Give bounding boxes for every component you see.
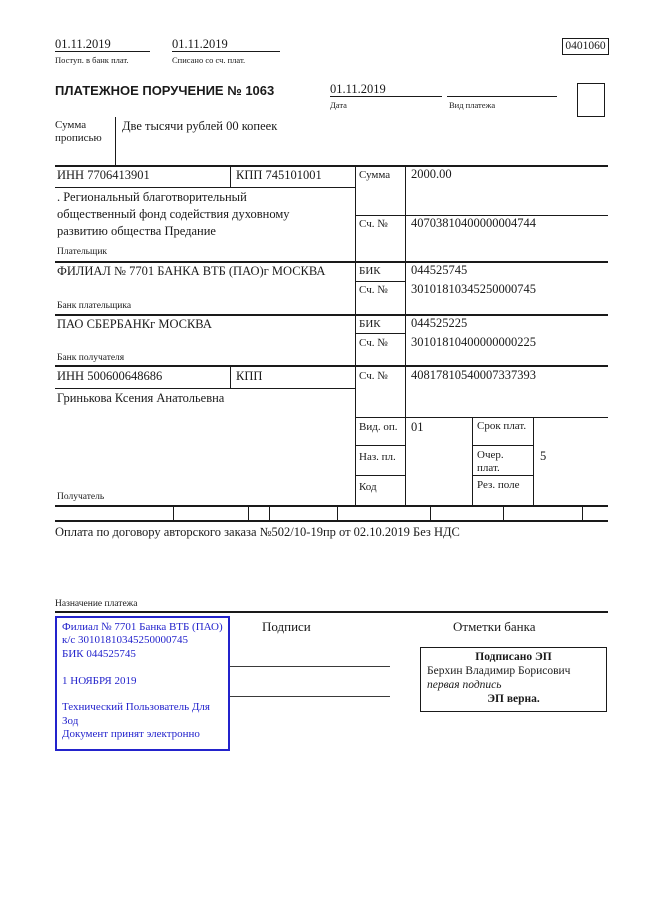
table-line — [355, 417, 608, 418]
table-line — [55, 520, 608, 522]
table-line — [472, 417, 473, 505]
stamp-line: к/с 30101810345250000745 — [62, 634, 189, 647]
table-line — [533, 417, 534, 505]
stamp-line: Филиал № 7701 Банка ВТБ (ПАО) — [62, 621, 223, 633]
table-line — [582, 505, 583, 520]
amount-value: 2000.00 — [411, 167, 452, 181]
signed-note: первая подпись — [427, 679, 502, 691]
payer-bank-section-label: Банк плательщика — [57, 301, 132, 311]
op-type-value: 01 — [411, 420, 424, 434]
amount-words-value: Две тысячи рублей 00 копеек — [122, 119, 278, 133]
table-line — [503, 505, 504, 520]
document-date: 01.11.2019 — [330, 82, 386, 96]
table-line — [55, 505, 608, 507]
table-line — [355, 333, 405, 334]
signature-line — [230, 666, 390, 667]
purpose-text: Оплата по договору авторского заказа №502/10-19пр от 02.10.2019 Без НДС — [55, 525, 460, 539]
payment-type-label: Вид платежа — [449, 100, 496, 110]
received-date-underline — [55, 51, 150, 52]
table-line — [269, 505, 270, 520]
payee-bank-name: ПАО СБЕРБАНКг МОСКВА — [57, 317, 212, 331]
op-code-label: Код — [359, 481, 377, 493]
form-code: 0401060 — [565, 40, 606, 52]
payer-inn: ИНН 7706413901 — [57, 168, 150, 182]
table-line — [55, 388, 355, 389]
received-date-label: Поступ. в банк плат. — [55, 55, 129, 65]
payee-bank-section-label: Банк получателя — [57, 353, 125, 363]
payee-account: 40817810540007337393 — [411, 368, 536, 382]
table-line — [173, 505, 174, 520]
payee-kpp-label: КПП — [236, 369, 263, 383]
op-priority-value: 5 — [540, 449, 547, 463]
payment-type-underline — [447, 96, 557, 97]
received-date: 01.11.2019 — [55, 37, 111, 51]
debited-date-label: Списано со сч. плат. — [172, 55, 246, 65]
form-code-box — [562, 38, 609, 55]
stamp-line: Технический Пользователь Для Зод — [62, 701, 210, 727]
date-label: Дата — [330, 100, 347, 110]
signed-valid: ЭП верна. — [487, 693, 540, 705]
payee-bank-account-label: Сч. № — [359, 337, 388, 349]
payer-section-label: Плательщик — [57, 247, 108, 257]
table-line — [230, 365, 231, 388]
table-line — [230, 165, 231, 187]
table-line — [430, 505, 431, 520]
op-priority-label: Очер. плат. — [477, 449, 504, 474]
table-line — [405, 165, 406, 505]
payer-bank-account-label: Сч. № — [359, 284, 388, 296]
document-title: ПЛАТЕЖНОЕ ПОРУЧЕНИЕ № 1063 — [55, 83, 275, 98]
payee-inn: ИНН 500600648686 — [57, 369, 163, 383]
table-line — [472, 445, 533, 446]
table-line — [248, 505, 249, 520]
payee-account-label: Сч. № — [359, 370, 388, 382]
payer-bank-account: 30101810345250000745 — [411, 282, 536, 296]
op-term-label: Срок плат. — [477, 420, 527, 432]
payer-name: . Региональный благотворительный общественный фонд содействия духовному развитию общества Предание — [57, 190, 290, 238]
date-underline — [330, 96, 442, 97]
payee-section-label: Получатель — [57, 492, 105, 502]
payer-bank-name: ФИЛИАЛ № 7701 БАНКА ВТБ (ПАО)г МОСКВА — [57, 264, 326, 278]
signed-stamp-box — [420, 647, 607, 712]
bank-stamp-box — [55, 616, 230, 751]
table-line — [355, 281, 405, 282]
amount-words-label: Сумма прописью — [55, 119, 102, 144]
payee-bank-account: 30101810400000000225 — [411, 335, 536, 349]
payer-bank-bik-label: БИК — [359, 265, 381, 277]
payee-bank-bik: 044525225 — [411, 316, 468, 330]
stamp-line: Документ принят электронно — [62, 728, 200, 741]
stamp-line — [62, 661, 223, 674]
table-line — [55, 611, 608, 613]
debited-date-underline — [172, 51, 280, 52]
signed-name: Берхин Владимир Борисович — [427, 665, 571, 677]
table-line — [355, 475, 405, 476]
table-line — [55, 165, 608, 167]
debited-date: 01.11.2019 — [172, 37, 228, 51]
payer-account: 40703810400000004744 — [411, 216, 536, 230]
payee-name: Гринькова Ксения Анатольевна — [57, 391, 225, 405]
signatures-label: Подписи — [262, 619, 311, 634]
stamp-line: 1 НОЯБРЯ 2019 — [62, 674, 137, 687]
payee-bank-bik-label: БИК — [359, 318, 381, 330]
table-line — [55, 365, 608, 367]
table-line — [337, 505, 338, 520]
stamp-line: БИК 044525745 — [62, 647, 136, 660]
amount-label: Сумма — [359, 169, 391, 181]
table-line — [55, 261, 608, 263]
signed-title: Подписано ЭП — [475, 651, 552, 663]
op-purpose-code-label: Наз. пл. — [359, 451, 396, 463]
payment-type-box — [577, 83, 605, 117]
stamp-line — [62, 688, 223, 701]
table-line — [355, 445, 405, 446]
op-reserve-label: Рез. поле — [477, 479, 520, 491]
payer-bank-bik: 044525745 — [411, 263, 468, 277]
bank-marks-label: Отметки банка — [453, 619, 536, 634]
table-line — [355, 165, 356, 505]
op-type-label: Вид. оп. — [359, 421, 398, 433]
amount-words-divider — [115, 117, 116, 166]
payer-kpp: КПП 745101001 — [236, 168, 322, 182]
table-line — [472, 475, 533, 476]
purpose-section-label: Назначение платежа — [55, 599, 138, 609]
payer-account-label: Сч. № — [359, 218, 388, 230]
table-line — [55, 187, 355, 188]
signature-line — [230, 696, 390, 697]
table-line — [55, 314, 608, 316]
